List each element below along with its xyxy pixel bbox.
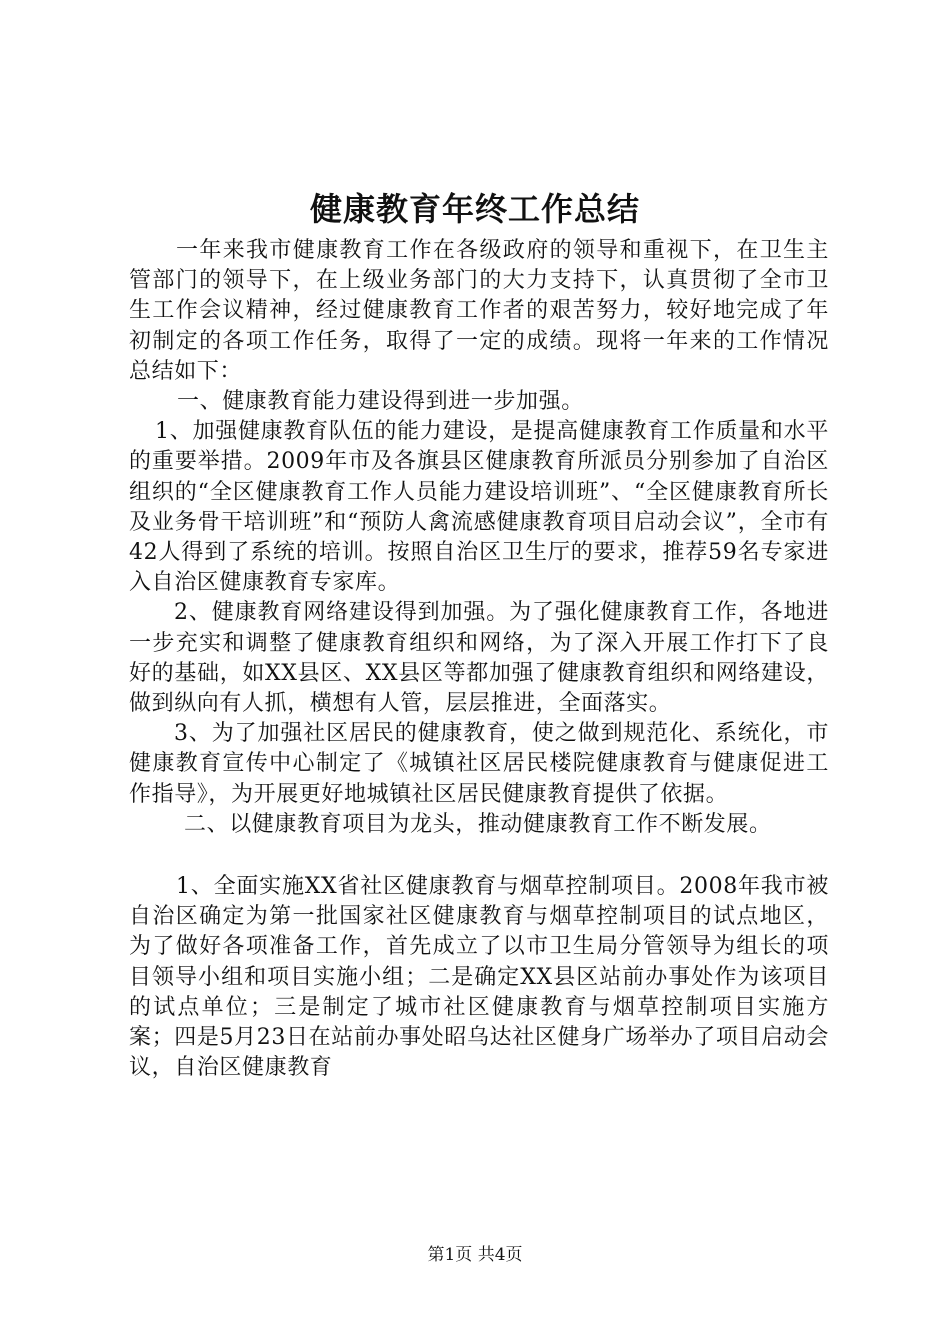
intro-paragraph: 一年来我市健康教育工作在各级政府的领导和重视下，在卫生主管部门的领导下，在上级业务部门的大力支持下，认真贯彻了全市卫生工作会议精神，经过健康教育工作者的艰苦努力，较好地完成了年初制定的各项工作任务，取得了一定的成绩。现将一年来的工作情况总结如下： [129, 238, 829, 384]
section-heading-2: 二、以健康教育项目为龙头，推动健康教育工作不断发展。 [184, 811, 772, 837]
section-heading-1: 一、健康教育能力建设得到进一步加强。 [177, 389, 584, 415]
section-1-item-2: 2、健康教育网络建设得到加强。为了强化健康教育工作，各地进一步充实和调整了健康教育组织和网络，为了深入开展工作打下了良好的基础，如XX县区、XX县区等都加强了健康教育组织和网络建设，做到纵向有人抓，横想有人管，层层推进，全面落实。 [129, 600, 829, 717]
paragraph-spacer [129, 840, 829, 872]
section-1-item-3: 3、为了加强社区居民的健康教育，使之做到规范化、系统化，市健康教育宣传中心制定了《城镇社区居民楼院健康教育与健康促进工作指导》，为开展更好地城镇社区居民健康教育提供了依据。 [129, 721, 829, 807]
document-body [129, 236, 829, 1083]
section-2-item-1: 1、全面实施XX省社区健康教育与烟草控制项目。2008年我市被自治区确定为第一批国家社区健康教育与烟草控制项目的试点地区，为了做好各项准备工作，首先成立了以市卫生局分管领导为组长的项目领导小组和项目实施小组；二是确定XX县区站前办事处作为该项目的试点单位；三是制定了城市社区健康教育与烟草控制项目实施方案；四是5月23日在站前办事处昭乌达社区健身广场举办了项目启动会议，自治区健康教育 [129, 874, 829, 1081]
document-title: 健康教育年终工作总结 [309, 190, 640, 228]
section-1-item-1: 1、加强健康教育队伍的能力建设，是提高健康教育工作质量和水平的重要举措。2009年市及各旗县区健康教育所派员分别参加了自治区组织的“全区健康教育工作人员能力建设培训班”、“全区健康教育所长及业务骨干培训班”和“预防人禽流感健康教育项目启动会议”，全市有42人得到了系统的培训。按照自治区卫生厅的要求，推荐59名专家进入自治区健康教育专家库。 [129, 419, 829, 596]
page-number-footer: 第1页 共4页 [427, 1245, 523, 1265]
